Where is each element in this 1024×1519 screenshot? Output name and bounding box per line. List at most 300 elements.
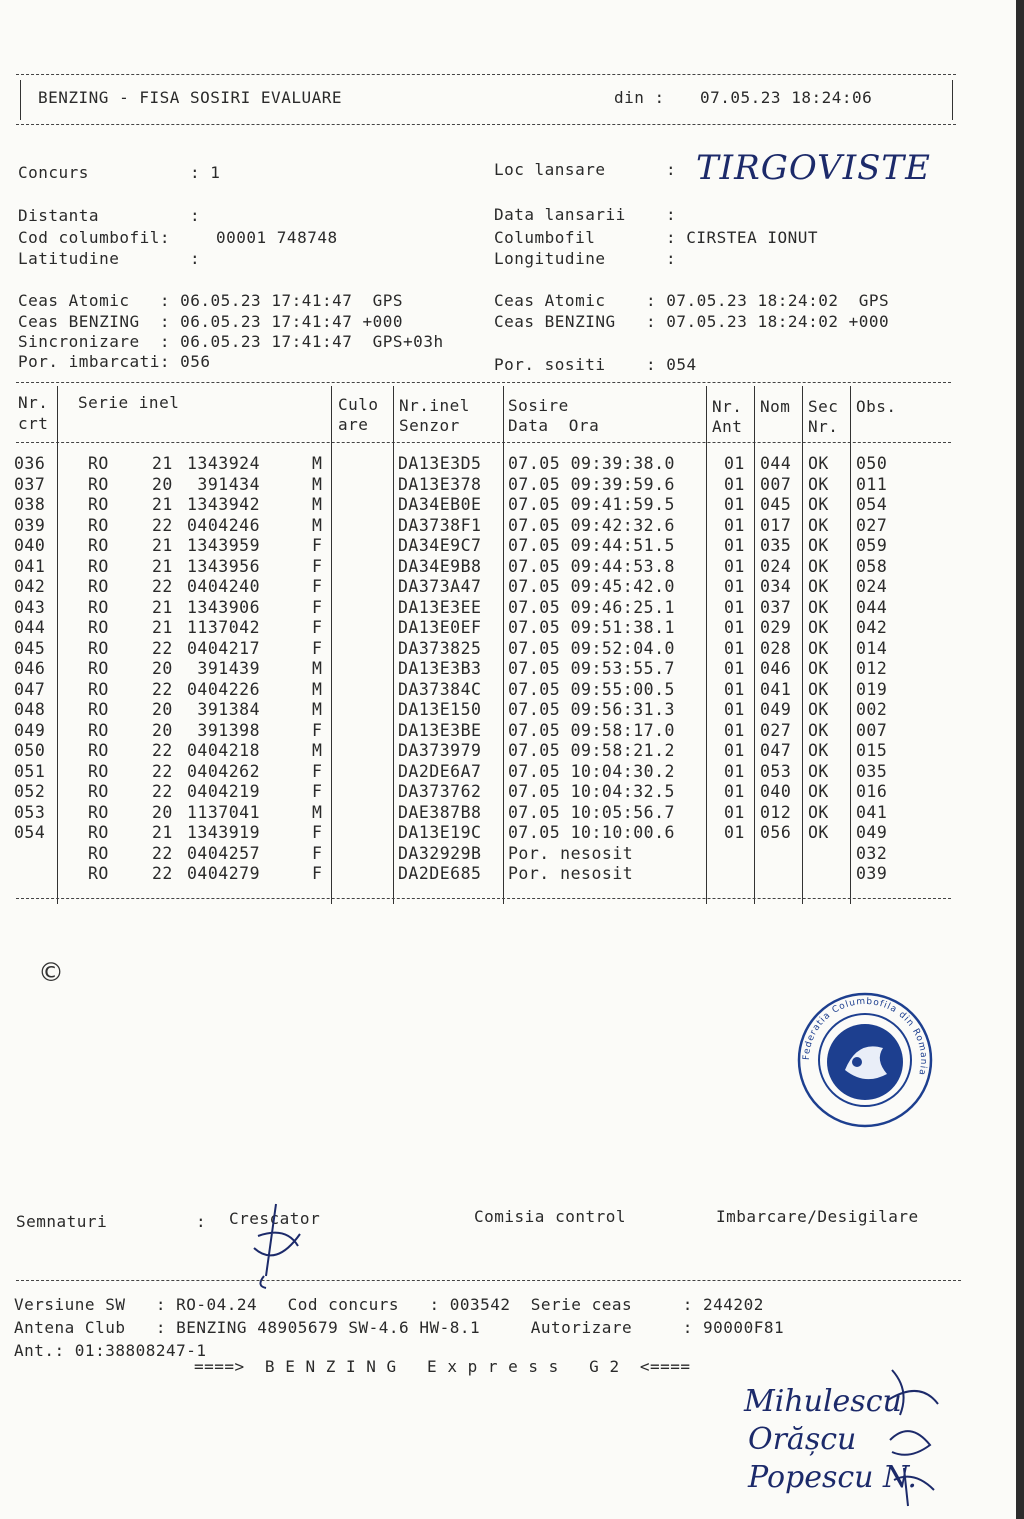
signature-imbarcare-label: Imbarcare/Desigilare: [716, 1207, 919, 1226]
table-bottom-rule: [16, 898, 951, 899]
row-nom: 047: [760, 741, 792, 760]
row-antenna: 01: [724, 474, 745, 494]
table-row: [0, 823, 950, 844]
row-year: 21: [152, 536, 173, 555]
table-row: [0, 864, 950, 885]
row-nr: 050: [14, 741, 46, 760]
table-header-rule: [16, 442, 951, 443]
row-obs: 014: [856, 638, 888, 658]
table-row: [0, 700, 950, 721]
report-title: BENZING - FISA SOSIRI EVALUARE: [38, 88, 342, 107]
row-year: 20: [152, 659, 173, 678]
table-row: [0, 516, 950, 537]
row-nr: 049: [14, 720, 46, 740]
row-sensor: DA34E9C7: [398, 536, 482, 555]
stamp-ring-text: Federatia Columbofila din Romania: [801, 996, 929, 1077]
row-year: 22: [152, 679, 173, 699]
row-antenna: 01: [724, 454, 745, 473]
row-sec: OK: [808, 597, 829, 617]
col-header-sosire: Sosire: [508, 396, 569, 415]
latitudine-label: Latitudine: [18, 249, 120, 268]
concurs-value: : 1: [190, 163, 221, 182]
row-nr: 037: [14, 474, 46, 494]
row-obs: 012: [856, 659, 888, 678]
row-ring: 0404262: [187, 761, 261, 781]
commission-signatures: [880, 1360, 950, 1510]
header-top-rule: [16, 74, 956, 75]
row-nom: 044: [760, 454, 792, 473]
scan-edge: [1016, 0, 1024, 1519]
data-lansarii-value: :: [666, 205, 677, 224]
row-year: 22: [152, 577, 173, 596]
row-arrival: 07.05 09:39:38.0: [508, 454, 675, 473]
row-sex: M: [312, 741, 323, 760]
table-row: [0, 475, 950, 496]
row-sec: OK: [808, 536, 829, 555]
row-sec: OK: [808, 577, 829, 596]
row-sex: M: [312, 495, 323, 514]
row-sex: M: [312, 474, 323, 494]
row-sensor: DAE387B8: [398, 802, 482, 822]
row-sex: M: [312, 515, 323, 535]
data-lansarii-label: Data lansarii: [494, 205, 626, 224]
row-country: RO: [88, 700, 109, 719]
row-ring: 391398: [187, 720, 261, 740]
row-sensor: DA373979: [398, 741, 482, 760]
row-nom: 056: [760, 823, 792, 842]
row-nom: 045: [760, 495, 792, 514]
row-year: 22: [152, 782, 173, 801]
col-header-ant-b: Ant: [712, 417, 743, 436]
row-sensor: DA13E3D5: [398, 454, 482, 473]
row-sex: F: [312, 597, 323, 617]
row-sensor: DA32929B: [398, 843, 482, 863]
row-sec: OK: [808, 782, 829, 801]
col-header-nom: Nom: [760, 397, 791, 416]
row-nr: 039: [14, 515, 46, 535]
col-header-data-ora: Data Ora: [508, 416, 600, 435]
row-nom: 040: [760, 782, 792, 801]
row-antenna: 01: [724, 577, 745, 596]
signature-comisia-label: Comisia control: [474, 1207, 626, 1226]
row-sec: OK: [808, 720, 829, 740]
row-sex: F: [312, 843, 323, 863]
row-arrival: 07.05 09:58:17.0: [508, 720, 675, 740]
row-ring: 1343942: [187, 495, 261, 514]
row-year: 22: [152, 761, 173, 781]
row-obs: 058: [856, 556, 888, 576]
row-ring: 1137042: [187, 618, 261, 637]
row-sensor: DA37384C: [398, 679, 482, 699]
row-obs: 039: [856, 864, 888, 883]
col-header-culoare-b: are: [338, 415, 369, 434]
footer-antenna: Ant.: 01:38808247-1: [14, 1341, 207, 1360]
row-sex: M: [312, 679, 323, 699]
row-nr: 051: [14, 761, 46, 781]
col-header-sec-a: Sec: [808, 397, 839, 416]
row-sec: OK: [808, 495, 829, 514]
row-year: 20: [152, 474, 173, 494]
table-row: [0, 577, 950, 598]
row-sec: OK: [808, 454, 829, 473]
row-country: RO: [88, 823, 109, 842]
col-header-senzor-b: Senzor: [399, 416, 460, 435]
longitudine-label: Longitudine: [494, 249, 606, 268]
row-sex: F: [312, 638, 323, 658]
loc-lansare-sep: :: [666, 160, 677, 179]
row-nom: 028: [760, 638, 792, 658]
table-row: [0, 557, 950, 578]
row-sex: F: [312, 720, 323, 740]
row-obs: 024: [856, 577, 888, 596]
handwritten-name-3: Popescu N.: [748, 1460, 917, 1495]
row-obs: 059: [856, 536, 888, 555]
row-antenna: 01: [724, 782, 745, 801]
table-row: [0, 782, 950, 803]
row-obs: 035: [856, 761, 888, 781]
row-sensor: DA13E3BE: [398, 720, 482, 740]
row-nr: 054: [14, 823, 46, 842]
row-obs: 054: [856, 495, 888, 514]
clock-benzing-end: Ceas BENZING : 07.05.23 18:24:02 +000: [494, 312, 890, 331]
loc-lansare-handwritten: TIRGOVISTE: [696, 148, 931, 188]
clock-atomic-start: Ceas Atomic : 06.05.23 17:41:47 GPS: [18, 291, 404, 310]
row-antenna: 01: [724, 679, 745, 699]
row-sec: OK: [808, 802, 829, 822]
row-arrival: 07.05 10:04:32.5: [508, 782, 675, 801]
row-nom: 053: [760, 761, 792, 781]
row-year: 22: [152, 638, 173, 658]
row-sensor: DA13E3B3: [398, 659, 482, 678]
row-sec: OK: [808, 515, 829, 535]
row-obs: 049: [856, 823, 888, 842]
row-sec: OK: [808, 700, 829, 719]
row-arrival: 07.05 09:56:31.3: [508, 700, 675, 719]
row-antenna: 01: [724, 823, 745, 842]
row-sex: F: [312, 556, 323, 576]
distanta-value: :: [190, 206, 201, 225]
row-sec: OK: [808, 638, 829, 658]
col-header-ant-a: Nr.: [712, 397, 743, 416]
row-year: 22: [152, 843, 173, 863]
row-year: 21: [152, 597, 173, 617]
row-antenna: 01: [724, 556, 745, 576]
cod-columbofil-label: Cod columbofil:: [18, 228, 170, 247]
table-row: [0, 762, 950, 783]
table-row: [0, 495, 950, 516]
row-nr: 043: [14, 597, 46, 617]
row-antenna: 01: [724, 618, 745, 637]
clock-atomic-end: Ceas Atomic : 07.05.23 18:24:02 GPS: [494, 291, 890, 310]
row-arrival: 07.05 09:45:42.0: [508, 577, 675, 596]
row-nr: 047: [14, 679, 46, 699]
row-ring: 0404226: [187, 679, 261, 699]
latitudine-value: :: [190, 249, 201, 268]
row-arrival: 07.05 09:52:04.0: [508, 638, 675, 658]
clock-benzing-start: Ceas BENZING : 06.05.23 17:41:47 +000: [18, 312, 404, 331]
row-year: 21: [152, 823, 173, 842]
row-sensor: DA13E150: [398, 700, 482, 719]
concurs-label: Concurs: [18, 163, 89, 182]
row-antenna: 01: [724, 720, 745, 740]
row-country: RO: [88, 638, 109, 658]
row-antenna: 01: [724, 515, 745, 535]
handwritten-name-1: Mihulescu: [744, 1384, 902, 1419]
row-antenna: 01: [724, 802, 745, 822]
row-sensor: DA373762: [398, 782, 482, 801]
row-obs: 032: [856, 843, 888, 863]
row-nr: 042: [14, 577, 46, 596]
row-year: 21: [152, 495, 173, 514]
row-ring: 0404218: [187, 741, 261, 760]
row-arrival: 07.05 09:55:00.5: [508, 679, 675, 699]
row-sensor: DA34E9B8: [398, 556, 482, 576]
row-sex: F: [312, 618, 323, 637]
row-sensor: DA13E3EE: [398, 597, 482, 617]
report-date: 07.05.23 18:24:06: [700, 88, 873, 107]
table-row: [0, 598, 950, 619]
row-country: RO: [88, 536, 109, 555]
row-ring: 1343906: [187, 597, 261, 617]
row-year: 21: [152, 618, 173, 637]
row-sec: OK: [808, 679, 829, 699]
row-sec: OK: [808, 659, 829, 678]
table-row: [0, 803, 950, 824]
row-obs: 007: [856, 720, 888, 740]
row-nr: 052: [14, 782, 46, 801]
row-sensor: DA13E0EF: [398, 618, 482, 637]
row-sex: M: [312, 659, 323, 678]
header-left-border: [20, 80, 21, 120]
row-obs: 015: [856, 741, 888, 760]
row-arrival: 07.05 09:42:32.6: [508, 515, 675, 535]
row-ring: 391384: [187, 700, 261, 719]
col-header-obs: Obs.: [856, 397, 897, 416]
row-ring: 0404217: [187, 638, 261, 658]
row-year: 21: [152, 556, 173, 576]
row-ring: 1343959: [187, 536, 261, 555]
col-header-culoare-a: Culo: [338, 395, 379, 414]
club-stamp: [795, 990, 935, 1130]
signatures-sep: :: [196, 1212, 207, 1231]
row-sex: F: [312, 864, 323, 883]
row-sec: OK: [808, 761, 829, 781]
row-year: 22: [152, 864, 173, 883]
row-year: 20: [152, 700, 173, 719]
longitudine-value: :: [666, 249, 677, 268]
row-arrival: 07.05 09:41:59.5: [508, 495, 675, 514]
row-sec: OK: [808, 618, 829, 637]
row-country: RO: [88, 618, 109, 637]
row-country: RO: [88, 761, 109, 781]
row-obs: 050: [856, 454, 888, 473]
row-country: RO: [88, 720, 109, 740]
row-nom: 017: [760, 515, 792, 535]
row-country: RO: [88, 679, 109, 699]
table-row: [0, 844, 950, 865]
table-row: [0, 536, 950, 557]
table-top-rule: [16, 382, 951, 383]
row-arrival: 07.05 09:44:53.8: [508, 556, 675, 576]
row-antenna: 01: [724, 659, 745, 678]
row-arrival: 07.05 09:53:55.7: [508, 659, 675, 678]
table-row: [0, 741, 950, 762]
row-sensor: DA373A47: [398, 577, 482, 596]
row-sensor: DA2DE685: [398, 864, 482, 883]
row-sex: F: [312, 536, 323, 555]
row-ring: 1343956: [187, 556, 261, 576]
table-row: [0, 680, 950, 701]
col-header-senzor-a: Nr.inel: [399, 396, 470, 415]
row-sec: OK: [808, 823, 829, 842]
row-ring: 0404279: [187, 864, 261, 883]
row-country: RO: [88, 802, 109, 822]
col-header-nr: Nr.: [18, 393, 49, 412]
row-sensor: DA2DE6A7: [398, 761, 482, 781]
row-antenna: 01: [724, 761, 745, 781]
row-obs: 011: [856, 474, 888, 494]
pigeons-basketed: Por. imbarcati: 056: [18, 352, 211, 371]
row-antenna: 01: [724, 700, 745, 719]
report-date-label: din :: [614, 88, 665, 107]
row-arrival: 07.05 09:51:38.1: [508, 618, 675, 637]
pigeons-arrived: Por. sositi : 054: [494, 355, 697, 374]
row-nr: 053: [14, 802, 46, 822]
row-nr: 045: [14, 638, 46, 658]
row-nom: 024: [760, 556, 792, 576]
table-row: [0, 618, 950, 639]
row-sensor: DA3738F1: [398, 515, 482, 535]
row-country: RO: [88, 515, 109, 535]
row-arrival: 07.05 09:58:21.2: [508, 741, 675, 760]
row-sex: M: [312, 700, 323, 719]
row-nom: 027: [760, 720, 792, 740]
table-row: [0, 659, 950, 680]
row-country: RO: [88, 782, 109, 801]
row-year: 21: [152, 454, 173, 473]
row-ring: 1343924: [187, 454, 261, 473]
row-country: RO: [88, 741, 109, 760]
row-arrival: Por. nesosit: [508, 864, 634, 883]
distanta-label: Distanta: [18, 206, 100, 225]
row-country: RO: [88, 659, 109, 678]
row-nr: 040: [14, 536, 46, 555]
crescator-signature: [236, 1196, 316, 1292]
row-obs: 044: [856, 597, 888, 617]
row-nr: 046: [14, 659, 46, 678]
row-antenna: 01: [724, 638, 745, 658]
row-sensor: DA13E19C: [398, 823, 482, 842]
footer-antenna-club: Antena Club : BENZING 48905679 SW-4.6 HW-8.1 Autorizare : 90000F81: [14, 1318, 785, 1337]
table-row: [0, 454, 950, 475]
row-nr: 038: [14, 495, 46, 514]
row-nom: 049: [760, 700, 792, 719]
row-nom: 037: [760, 597, 792, 617]
row-ring: 0404219: [187, 782, 261, 801]
row-obs: 016: [856, 782, 888, 801]
copyright-mark: ©: [38, 958, 64, 988]
footer-express-banner: ====> B E N Z I N G E x p r e s s G 2 <====: [194, 1357, 691, 1376]
row-antenna: 01: [724, 495, 745, 514]
header-bottom-rule: [16, 124, 956, 125]
table-row: [0, 721, 950, 742]
row-nom: 007: [760, 474, 792, 494]
row-antenna: 01: [724, 597, 745, 617]
row-ring: 391434: [187, 474, 261, 494]
row-nom: 035: [760, 536, 792, 555]
row-nom: 034: [760, 577, 792, 596]
row-nom: 029: [760, 618, 792, 637]
row-sex: F: [312, 577, 323, 596]
row-nr: 044: [14, 618, 46, 637]
row-antenna: 01: [724, 741, 745, 760]
signature-crescator-label: Crescator: [229, 1209, 321, 1228]
row-country: RO: [88, 495, 109, 514]
row-sex: F: [312, 782, 323, 801]
columbofil-label: Columbofil: [494, 228, 596, 247]
row-obs: 002: [856, 700, 888, 719]
row-year: 22: [152, 741, 173, 760]
row-ring: 391439: [187, 659, 261, 678]
col-header-serie: Serie inel: [78, 393, 180, 412]
row-country: RO: [88, 597, 109, 617]
columbofil-value: : CIRSTEA IONUT: [666, 228, 818, 247]
row-obs: 027: [856, 515, 888, 535]
header-right-border: [952, 80, 953, 120]
row-sec: OK: [808, 556, 829, 576]
row-sensor: DA34EB0E: [398, 495, 482, 514]
row-sex: M: [312, 454, 323, 473]
row-ring: 0404240: [187, 577, 261, 596]
row-sensor: DA373825: [398, 638, 482, 658]
row-nom: 041: [760, 679, 792, 699]
clock-sync: Sincronizare : 06.05.23 17:41:47 GPS+03h: [18, 332, 444, 351]
row-arrival: 07.05 10:04:30.2: [508, 761, 675, 781]
row-ring: 0404246: [187, 515, 261, 535]
footer-rule: [16, 1280, 961, 1281]
row-nr: 036: [14, 454, 46, 473]
loc-lansare-label: Loc lansare: [494, 160, 606, 179]
row-obs: 019: [856, 679, 888, 699]
handwritten-name-2: Orășcu: [748, 1422, 857, 1457]
row-ring: 0404257: [187, 843, 261, 863]
row-year: 20: [152, 720, 173, 740]
row-nr: 048: [14, 700, 46, 719]
row-country: RO: [88, 864, 109, 883]
row-arrival: 07.05 10:05:56.7: [508, 802, 675, 822]
row-nom: 012: [760, 802, 792, 822]
row-country: RO: [88, 454, 109, 473]
row-country: RO: [88, 577, 109, 596]
row-arrival: 07.05 09:39:59.6: [508, 474, 675, 494]
row-sec: OK: [808, 474, 829, 494]
row-year: 20: [152, 802, 173, 822]
cod-columbofil-value: 00001 748748: [216, 228, 338, 247]
row-nr: 041: [14, 556, 46, 576]
row-arrival: 07.05 10:10:00.6: [508, 823, 675, 842]
row-obs: 041: [856, 802, 888, 822]
row-sensor: DA13E378: [398, 474, 482, 494]
footer-software-version: Versiune SW : RO-04.24 Cod concurs : 003542 Serie ceas : 244202: [14, 1295, 764, 1314]
row-sec: OK: [808, 741, 829, 760]
row-nom: 046: [760, 659, 792, 678]
row-arrival: 07.05 09:46:25.1: [508, 597, 675, 617]
row-obs: 042: [856, 618, 888, 637]
row-country: RO: [88, 843, 109, 863]
row-antenna: 01: [724, 536, 745, 555]
col-header-crt: crt: [18, 414, 49, 433]
row-country: RO: [88, 474, 109, 494]
